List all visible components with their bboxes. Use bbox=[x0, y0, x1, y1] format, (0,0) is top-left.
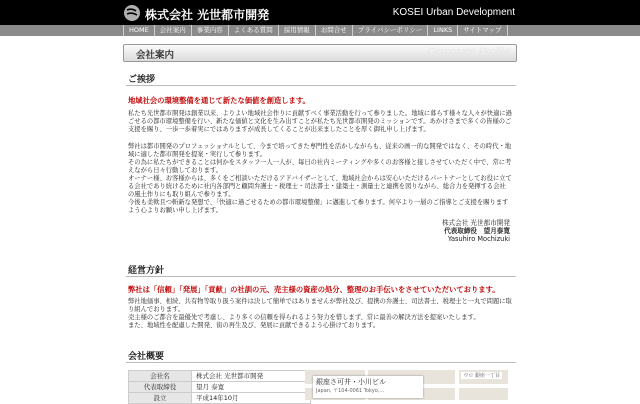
company-name[interactable]: 株式会社 光世都市開発 bbox=[145, 8, 270, 22]
table-row bbox=[129, 371, 311, 382]
company-info-table bbox=[128, 370, 311, 404]
signature-title: 代表取締役 望月泰寛 bbox=[444, 227, 510, 235]
table-value: 平成14年10月 bbox=[192, 393, 311, 404]
embedded-map[interactable] bbox=[305, 370, 508, 400]
table-row bbox=[129, 393, 311, 404]
table-value: 株式会社 光世都市開発 bbox=[192, 371, 311, 382]
company-english-name: KOSEI Urban Development bbox=[392, 7, 515, 18]
map-info-bubble[interactable] bbox=[313, 376, 423, 398]
nav-item[interactable]: HOME bbox=[123, 25, 155, 36]
greeting-paragraph: その為に私たちができることは何かをスタッフ一人一人が、毎日の社内ミーティングや多くのお客様と接しさせていただく中で、常に考えながら日々行動しております。 bbox=[128, 159, 512, 175]
table-value: 望月 泰寛 bbox=[192, 382, 311, 393]
greeting-paragraph: 今後も柔軟且つ斬新な発想で、「快適に過ごせるための都市環境整備」に邁進して参ります。何卒より一層のご指導とご支援を賜りますよう心よりお願い申し上げます。 bbox=[128, 199, 509, 215]
map-road bbox=[455, 370, 459, 400]
table-key: 設立 bbox=[129, 393, 192, 404]
greeting-paragraph: オーナー様、お客様からは、多くをご相談いただけるアドバイザーとして、地域社会からは安心いただけるパートナーとしてお役に立てる会社であり続けるために社内各部門と顧問弁護士・税理士・司法書士・建築士・測量士と連携を図りながら、総合力を発揮する会社の風土作りにも取り組んで参ります。 bbox=[128, 175, 512, 199]
nav-item[interactable]: お問合せ bbox=[316, 25, 353, 36]
policy-paragraph: 弊社地価事、相続、共有物等取り扱う案件は決して簡単ではありませんが弊社及び、提携の弁護士、司法書士、税理士と一丸で問題に取り組んでおります。 bbox=[128, 298, 512, 314]
greeting-tagline: 地域社会の環境整備を通じて新たな価値を創造します。 bbox=[128, 96, 310, 105]
overview-heading: 会社概要 bbox=[128, 352, 165, 362]
divider bbox=[126, 276, 516, 277]
company-logo-icon[interactable] bbox=[124, 5, 140, 21]
nav-list bbox=[123, 25, 508, 36]
table-key: 会社名 bbox=[129, 371, 192, 382]
nav-item[interactable]: 採用情報 bbox=[279, 25, 316, 36]
table-key: 代表取締役 bbox=[129, 382, 192, 393]
signature bbox=[442, 219, 510, 243]
divider bbox=[126, 362, 516, 363]
nav-item[interactable]: 事業内容 bbox=[192, 25, 229, 36]
greeting-heading: ご挨拶 bbox=[128, 75, 156, 85]
signature-roman: Yasuhiro Mochizuki bbox=[447, 235, 510, 243]
page-title: 会社案内 bbox=[136, 50, 175, 61]
map-place-title: 銀座さ可井・小川ビル bbox=[316, 378, 386, 386]
nav-item[interactable]: プライバシーポリシー bbox=[353, 25, 429, 36]
global-nav bbox=[0, 25, 640, 36]
policy-paragraph: また、地域性を配慮した開発、街の再生及び、発展に貢献できるよう心掛けております。 bbox=[128, 322, 380, 329]
policy-tagline: 弊社は「信頼」「発展」「貢献」の社訓の元、売主様の資産の処分、整理のお手伝いをさせていただいております。 bbox=[128, 285, 500, 294]
greeting-paragraph: 私たち光世都市開発は創業以来、よりよい地域社会作りに貢献すべく事業活動を行って参りました。地域に暮らす様々な人々が快適に過ごせるの都市環境整備を行い、新たな価値と文化を生み出すことが私たち光世都市開発のミッションです。あかけさまで多くの皆様のご支援を賜り、一歩一歩着実にではありますが成長してくることが出来ましたことを厚く御礼申し上げます。 bbox=[128, 110, 512, 134]
nav-item[interactable]: LINKS bbox=[428, 25, 458, 36]
greeting-paragraph: 弊社は都市開発のプロフェッショナルとして、今まで培ってきた専門性を活かしながらも、従来の画一的な開発ではなく、その時代・地域に適した都市開発を提案・実行して参ります。 bbox=[128, 143, 512, 159]
policy-paragraph: 売主様のご都合を最優先で考慮し、より多くの信頼を得られるよう努力を惜しまず、常に最善の解決方法を提案いたします。 bbox=[128, 314, 480, 321]
divider bbox=[126, 85, 516, 86]
map-station-label: ウロ 銀座一丁目 bbox=[463, 373, 500, 379]
signature-company: 株式会社 光世都市開発 bbox=[441, 219, 510, 227]
page-title-watermark: Corporate Profile bbox=[426, 46, 510, 58]
nav-item[interactable]: よくある質問 bbox=[229, 25, 279, 36]
nav-item[interactable]: サイトマップ bbox=[458, 25, 507, 36]
map-place-address: Japan, 〒104-0061 Tokyo,... bbox=[316, 388, 385, 394]
table-row bbox=[129, 382, 311, 393]
site-header bbox=[0, 0, 640, 25]
nav-item[interactable]: 会社案内 bbox=[155, 25, 192, 36]
page-title-bar bbox=[123, 44, 517, 62]
policy-heading: 経営方針 bbox=[128, 266, 165, 276]
